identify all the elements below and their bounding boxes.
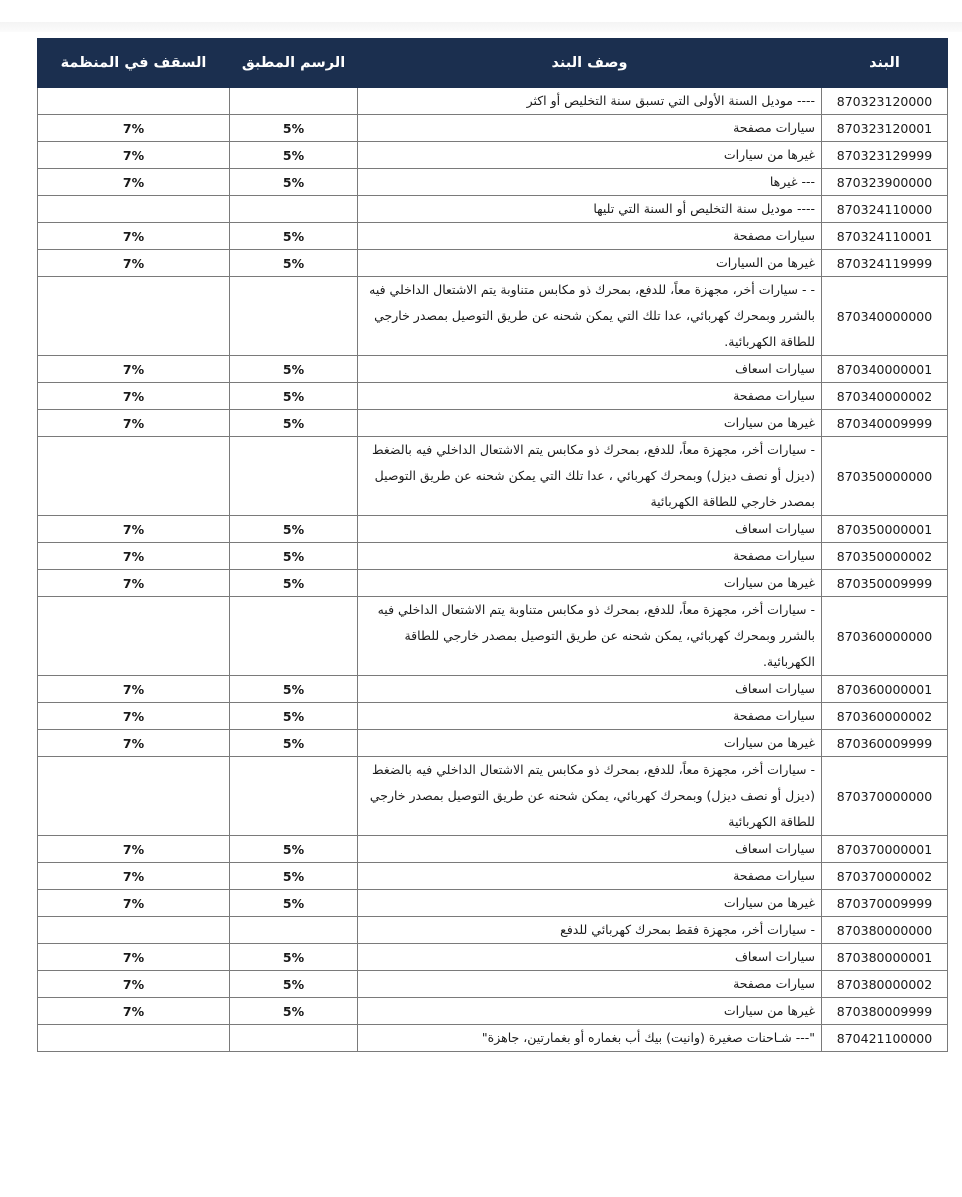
cell-code: 870350000000	[822, 437, 948, 516]
table-row	[38, 223, 948, 250]
cell-description: - سيارات أخر، مجهزة معاً، للدفع، بمحرك ذو مكابس يتم الاشتعال الداخلي فيه بالضغط (ديزل أو نصف ديزل) وبمحرك كهربائي، يمكن شحنه عن طريق التوصيل بمصدر خارجي للطاقة الكهربائية	[358, 757, 822, 836]
cell-code: 870340009999	[822, 410, 948, 437]
cell-cap: 7%	[38, 703, 230, 730]
cell-cap: 7%	[38, 142, 230, 169]
cell-fee: 5%	[230, 115, 358, 142]
cell-description: --- غيرها	[358, 169, 822, 196]
cell-code: 870370009999	[822, 890, 948, 917]
cell-fee: 5%	[230, 169, 358, 196]
cell-cap: 7%	[38, 169, 230, 196]
cell-code: 870380000001	[822, 944, 948, 971]
cell-code: 870360000002	[822, 703, 948, 730]
table-body	[38, 88, 948, 1052]
cell-description: غيرها من سيارات	[358, 142, 822, 169]
header-code: البند	[822, 39, 948, 88]
cell-code: 870380000000	[822, 917, 948, 944]
cell-description: سيارات مصفحة	[358, 971, 822, 998]
cell-cap: 7%	[38, 115, 230, 142]
cell-description: "--- شـاحنات صغيرة (وانيت) بيك أب بغماره أو بغمارتين، جاهزة"	[358, 1025, 822, 1052]
table-row	[38, 998, 948, 1025]
cell-code: 870340000001	[822, 356, 948, 383]
cell-cap	[38, 917, 230, 944]
table-header-row	[38, 39, 948, 88]
cell-cap: 7%	[38, 971, 230, 998]
cell-code: 870350000001	[822, 516, 948, 543]
cell-code: 870324110001	[822, 223, 948, 250]
cell-fee: 5%	[230, 142, 358, 169]
cell-cap	[38, 277, 230, 356]
table-row	[38, 142, 948, 169]
cell-description: سيارات اسعاف	[358, 944, 822, 971]
table-row	[38, 543, 948, 570]
cell-cap: 7%	[38, 410, 230, 437]
cell-cap	[38, 757, 230, 836]
cell-description: ---- موديل سنة التخليص أو السنة التي تليها	[358, 196, 822, 223]
cell-fee	[230, 196, 358, 223]
cell-description: ---- موديل السنة الأولى التي تسبق سنة التخليص أو اكثر	[358, 88, 822, 115]
cell-fee	[230, 88, 358, 115]
table-row	[38, 383, 948, 410]
table-row	[38, 277, 948, 356]
cell-cap: 7%	[38, 730, 230, 757]
table-row	[38, 890, 948, 917]
cell-description: - سيارات أخر، مجهزة فقط بمحرك كهربائي للدفع	[358, 917, 822, 944]
cell-fee: 5%	[230, 676, 358, 703]
cell-fee: 5%	[230, 863, 358, 890]
cell-fee	[230, 1025, 358, 1052]
cell-code: 870350009999	[822, 570, 948, 597]
cell-description: سيارات مصفحة	[358, 115, 822, 142]
table-row	[38, 917, 948, 944]
cell-description: غيرها من سيارات	[358, 570, 822, 597]
table-row	[38, 971, 948, 998]
cell-cap: 7%	[38, 890, 230, 917]
cell-fee: 5%	[230, 570, 358, 597]
cell-cap: 7%	[38, 223, 230, 250]
table-row	[38, 863, 948, 890]
cell-description: سيارات اسعاف	[358, 836, 822, 863]
top-shadow	[0, 22, 962, 32]
cell-fee: 5%	[230, 944, 358, 971]
cell-cap: 7%	[38, 676, 230, 703]
cell-fee: 5%	[230, 998, 358, 1025]
cell-code: 870323120001	[822, 115, 948, 142]
cell-code: 870370000001	[822, 836, 948, 863]
cell-code: 870360000001	[822, 676, 948, 703]
cell-description: سيارات مصفحة	[358, 223, 822, 250]
table-row	[38, 676, 948, 703]
cell-fee	[230, 277, 358, 356]
cell-cap	[38, 437, 230, 516]
cell-code: 870421100000	[822, 1025, 948, 1052]
cell-cap: 7%	[38, 836, 230, 863]
cell-code: 870350000002	[822, 543, 948, 570]
cell-description: سيارات اسعاف	[358, 356, 822, 383]
cell-cap	[38, 88, 230, 115]
cell-code: 870323129999	[822, 142, 948, 169]
top-bar	[0, 0, 962, 22]
cell-description: - - سيارات أخر، مجهزة معاً، للدفع، بمحرك ذو مكابس متناوبة يتم الاشتعال الداخلي فيه بالشرر وبمحرك كهربائي، عدا تلك التي يمكن شحنه عن طريق التوصيل بمصدر خارجي للطاقة الكهربائية.	[358, 277, 822, 356]
cell-fee: 5%	[230, 223, 358, 250]
cell-description: سيارات مصفحة	[358, 703, 822, 730]
cell-fee: 5%	[230, 836, 358, 863]
cell-description: - سيارات أخر، مجهزة معاً، للدفع، بمحرك ذو مكابس متناوبة يتم الاشتعال الداخلي فيه بالشرر وبمحرك كهربائي، يمكن شحنه عن طريق التوصيل بمصدر خارجي للطاقة الكهربائية.	[358, 597, 822, 676]
table-row	[38, 757, 948, 836]
cell-fee: 5%	[230, 383, 358, 410]
cell-cap: 7%	[38, 998, 230, 1025]
cell-code: 870323120000	[822, 88, 948, 115]
cell-fee: 5%	[230, 890, 358, 917]
table-row	[38, 250, 948, 277]
table-row	[38, 88, 948, 115]
cell-cap	[38, 597, 230, 676]
cell-code: 870324110000	[822, 196, 948, 223]
cell-code: 870323900000	[822, 169, 948, 196]
cell-code: 870340000002	[822, 383, 948, 410]
cell-fee: 5%	[230, 703, 358, 730]
cell-code: 870380009999	[822, 998, 948, 1025]
cell-cap: 7%	[38, 570, 230, 597]
header-fee: الرسم المطبق	[230, 39, 358, 88]
cell-cap	[38, 1025, 230, 1052]
cell-fee: 5%	[230, 543, 358, 570]
cell-description: غيرها من سيارات	[358, 998, 822, 1025]
table-row	[38, 356, 948, 383]
cell-code: 870380000002	[822, 971, 948, 998]
cell-fee: 5%	[230, 356, 358, 383]
cell-description: سيارات مصفحة	[358, 863, 822, 890]
cell-description: سيارات اسعاف	[358, 676, 822, 703]
table-row	[38, 115, 948, 142]
cell-code: 870370000000	[822, 757, 948, 836]
table-row	[38, 597, 948, 676]
cell-fee: 5%	[230, 730, 358, 757]
tariff-table-container	[37, 38, 947, 1052]
cell-code: 870360009999	[822, 730, 948, 757]
cell-description: سيارات اسعاف	[358, 516, 822, 543]
cell-cap: 7%	[38, 250, 230, 277]
table-row	[38, 1025, 948, 1052]
cell-description: غيرها من سيارات	[358, 890, 822, 917]
cell-code: 870360000000	[822, 597, 948, 676]
cell-fee: 5%	[230, 516, 358, 543]
cell-cap: 7%	[38, 863, 230, 890]
cell-cap: 7%	[38, 516, 230, 543]
cell-code: 870370000002	[822, 863, 948, 890]
table-row	[38, 836, 948, 863]
cell-cap: 7%	[38, 356, 230, 383]
cell-code: 870340000000	[822, 277, 948, 356]
table-row	[38, 730, 948, 757]
cell-fee: 5%	[230, 250, 358, 277]
table-row	[38, 703, 948, 730]
cell-cap	[38, 196, 230, 223]
cell-description: غيرها من السيارات	[358, 250, 822, 277]
cell-description: سيارات مصفحة	[358, 543, 822, 570]
table-row	[38, 196, 948, 223]
table-row	[38, 410, 948, 437]
cell-fee	[230, 437, 358, 516]
cell-fee	[230, 757, 358, 836]
cell-description: - سيارات أخر، مجهزة معاً، للدفع، بمحرك ذو مكابس يتم الاشتعال الداخلي فيه بالضغط (ديزل أو نصف ديزل) وبمحرك كهربائي ، عدا تلك التي يمكن شحنه عن طريق التوصيل بمصدر خارجي للطاقة الكهربائية	[358, 437, 822, 516]
table-row	[38, 516, 948, 543]
cell-description: غيرها من سيارات	[358, 730, 822, 757]
cell-fee: 5%	[230, 410, 358, 437]
table-row	[38, 570, 948, 597]
tariff-table	[37, 38, 948, 1052]
cell-description: غيرها من سيارات	[358, 410, 822, 437]
cell-fee: 5%	[230, 971, 358, 998]
cell-code: 870324119999	[822, 250, 948, 277]
cell-cap: 7%	[38, 383, 230, 410]
table-row	[38, 437, 948, 516]
cell-fee	[230, 597, 358, 676]
header-description: وصف البند	[358, 39, 822, 88]
cell-description: سيارات مصفحة	[358, 383, 822, 410]
table-row	[38, 944, 948, 971]
cell-fee	[230, 917, 358, 944]
header-cap: السقف في المنظمة	[38, 39, 230, 88]
table-row	[38, 169, 948, 196]
cell-cap: 7%	[38, 944, 230, 971]
cell-cap: 7%	[38, 543, 230, 570]
